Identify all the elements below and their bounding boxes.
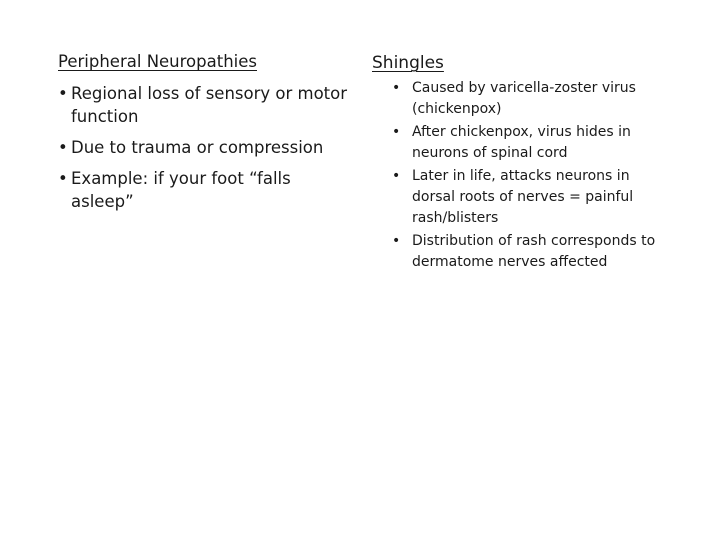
- list-item: [380, 166, 672, 229]
- list-item: [58, 136, 348, 159]
- bullet-icon: •: [392, 233, 401, 249]
- bullet-text: Later in life, attacks neurons in dorsal roots of nerves = painful rash/blisters: [412, 168, 634, 226]
- bullet-text: Regional loss of sensory or motor function: [71, 84, 348, 126]
- bullet-text: Distribution of rash corresponds to dermatome nerves affected: [412, 233, 656, 270]
- bullet-text: Due to trauma or compression: [71, 138, 324, 157]
- shingles-list: [380, 78, 672, 275]
- peripheral-neuropathies-heading: Peripheral Neuropathies: [58, 52, 257, 71]
- bullet-icon: •: [392, 80, 401, 96]
- list-item: [58, 82, 348, 128]
- list-item: [380, 78, 672, 120]
- bullet-icon: •: [392, 168, 401, 184]
- list-item: [380, 231, 672, 273]
- bullet-text: After chickenpox, virus hides in neurons of spinal cord: [412, 124, 631, 161]
- bullet-icon: •: [392, 124, 401, 140]
- peripheral-neuropathies-list: [58, 82, 348, 221]
- bullet-icon: •: [58, 169, 68, 188]
- bullet-icon: •: [58, 84, 68, 103]
- list-item: [58, 167, 348, 213]
- shingles-heading: Shingles: [372, 53, 444, 73]
- bullet-text: Caused by varicella-zoster virus (chickenpox): [412, 80, 636, 117]
- bullet-text: Example: if your foot “falls asleep”: [71, 169, 291, 211]
- list-item: [380, 122, 672, 164]
- bullet-icon: •: [58, 138, 68, 157]
